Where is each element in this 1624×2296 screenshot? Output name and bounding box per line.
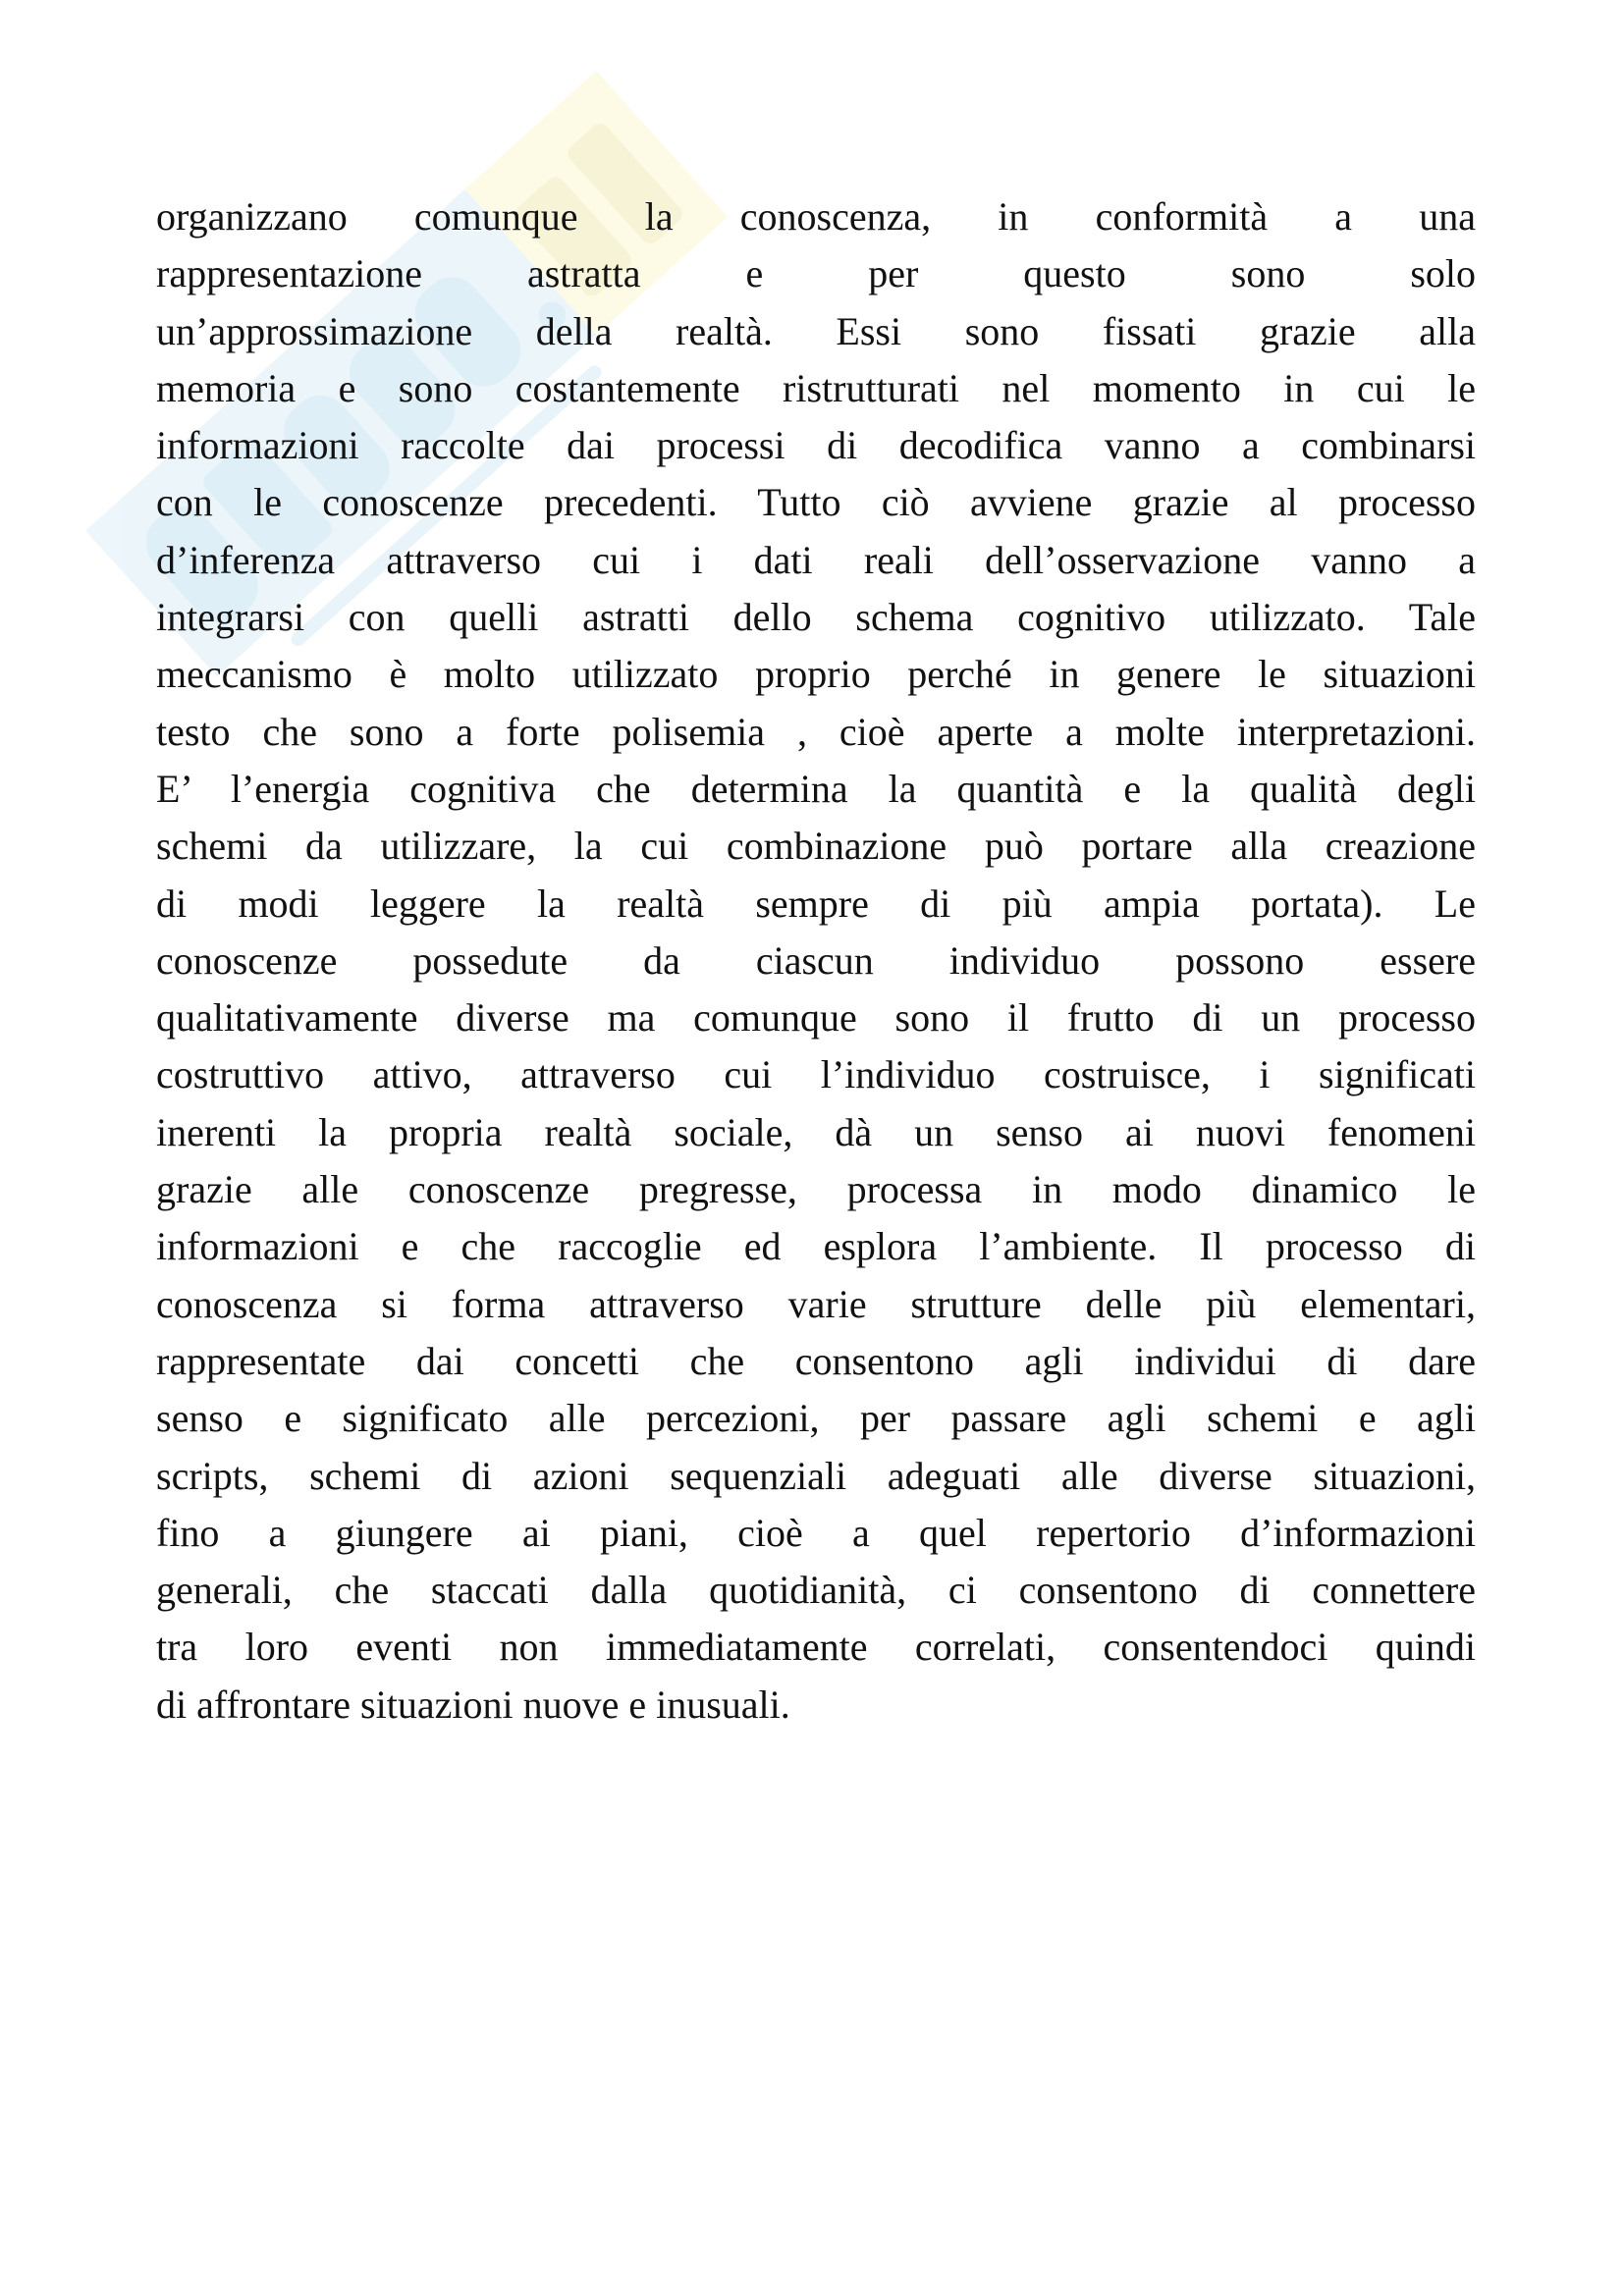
text-line: organizzano comunque la conoscenza, in conformità a una bbox=[156, 194, 1476, 239]
text-line: inerenti la propria realtà sociale, dà un senso ai nuovi fenomeni bbox=[156, 1109, 1476, 1154]
text-line: E’ l’energia cognitiva che determina la quantità e la qualità degli bbox=[156, 766, 1476, 811]
document-body-text bbox=[156, 188, 1476, 1734]
text-line: testo che sono a forte polisemia , cioè aperte a molte interpretazioni. bbox=[156, 709, 1476, 754]
text-line: un’approssimazione della realtà. Essi sono fissati grazie alla bbox=[156, 308, 1476, 353]
text-line: integrarsi con quelli astratti dello schema cognitivo utilizzato. Tale bbox=[156, 595, 1476, 640]
text-line: rappresentate dai concetti che consentono agli individui di dare bbox=[156, 1338, 1476, 1383]
text-line: grazie alle conoscenze pregresse, processa in modo dinamico le bbox=[156, 1167, 1476, 1212]
text-line: conoscenze possedute da ciascun individuo possono essere bbox=[156, 937, 1476, 983]
text-line: costruttivo attivo, attraverso cui l’individuo costruisce, i significati bbox=[156, 1052, 1476, 1097]
text-line: generali, che staccati dalla quotidianità, ci consentono di connettere bbox=[156, 1568, 1476, 1613]
text-line: meccanismo è molto utilizzato proprio perché in genere le situazioni bbox=[156, 652, 1476, 697]
text-line: informazioni e che raccoglie ed esplora l’ambiente. Il processo di bbox=[156, 1224, 1476, 1269]
text-line: scripts, schemi di azioni sequenziali adeguati alle diverse situazioni, bbox=[156, 1453, 1476, 1498]
text-line: conoscenza si forma attraverso varie strutture delle più elementari, bbox=[156, 1281, 1476, 1326]
text-line: di modi leggere la realtà sempre di più ampia portata). Le bbox=[156, 881, 1476, 926]
text-line: rappresentazione astratta e per questo sono solo bbox=[156, 251, 1476, 296]
text-line: qualitativamente diverse ma comunque sono il frutto di un processo bbox=[156, 995, 1476, 1041]
text-line: informazioni raccolte dai processi di decodifica vanno a combinarsi bbox=[156, 423, 1476, 468]
text-line: fino a giungere ai piani, cioè a quel repertorio d’informazioni bbox=[156, 1510, 1476, 1555]
text-line: di affrontare situazioni nuove e inusuali. bbox=[156, 1682, 790, 1727]
text-line: schemi da utilizzare, la cui combinazione può portare alla creazione bbox=[156, 824, 1476, 869]
text-line: d’inferenza attraverso cui i dati reali dell’osservazione vanno a bbox=[156, 537, 1476, 582]
text-line: con le conoscenze precedenti. Tutto ciò avviene grazie al processo bbox=[156, 480, 1476, 525]
text-line: memoria e sono costantemente ristrutturati nel momento in cui le bbox=[156, 365, 1476, 410]
text-line: tra loro eventi non immediatamente correlati, consentendoci quindi bbox=[156, 1625, 1476, 1670]
text-line: senso e significato alle percezioni, per passare agli schemi e agli bbox=[156, 1396, 1476, 1441]
